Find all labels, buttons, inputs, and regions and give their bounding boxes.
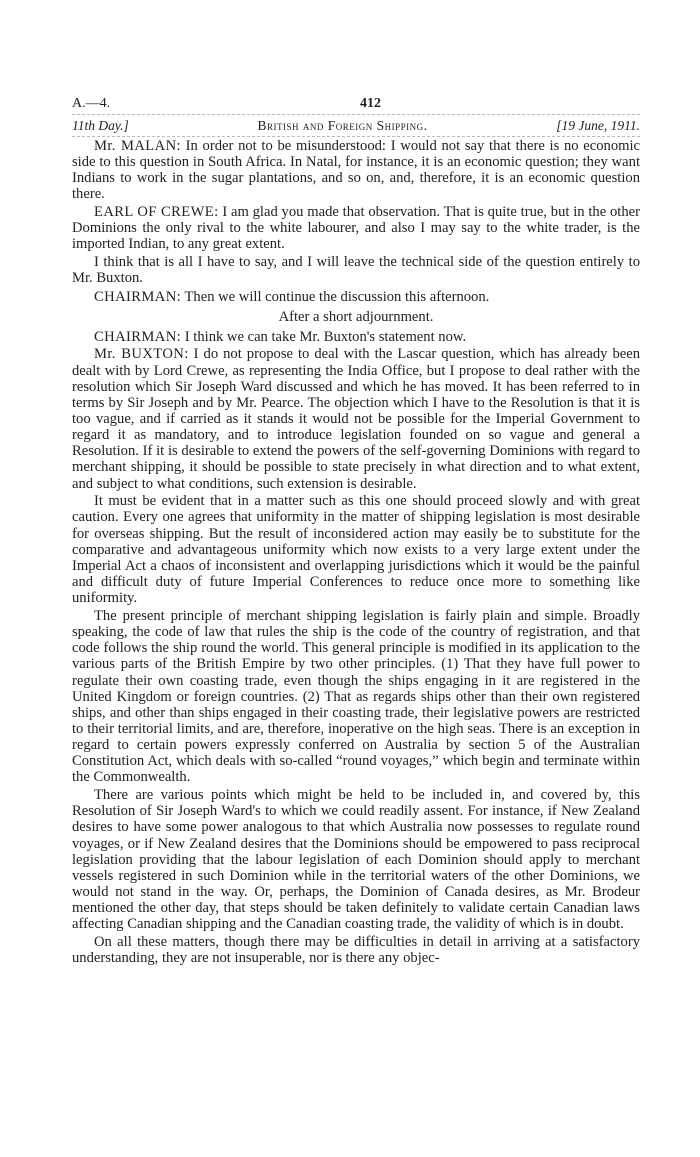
paragraph-text: The present principle of merchant shipping legislation is fairly plain and simple. Broadly speaking, the code of law that rules the ship is the code of the country of registration, and that code follows the ship round the world. This general principle is modified in its application to the various parts of the British Empire by two other principles. (1) That they have full power to regulate their own coasting trade, even though the ships engaging in it are registered in the United Kingdom or foreign countries. (2) That as regards ships other than their own registered ships, and other than ships engaged in their coasting trade, their legislative powers are restricted to their territorial limits, and are, therefore, inoperative on the high seas. There is an exception in regard to certain powers expressly conferred on Australia by section 5 of the Australian Constitution Act, which deals with so-called “round voyages,” which begin and terminate within the Commonwealth.	[72, 607, 640, 786]
paragraph	[72, 346, 640, 491]
speaker: EARL OF CREWE:	[94, 204, 219, 221]
paragraph	[72, 204, 640, 252]
paragraph	[72, 787, 640, 932]
running-head-day: 11th Day.]	[72, 118, 129, 133]
paragraph	[72, 138, 640, 203]
running-head-title: British and Foreign Shipping.	[257, 118, 428, 133]
paragraph-text: In order not to be misunderstood: I would not say that there is no economic side to this question in South Africa. In Natal, for instance, it is an economic question; they want Indians to work in the sugar plantations, and so on, and, therefore, it is an economic question there.	[72, 138, 641, 203]
paragraph	[72, 289, 640, 305]
speaker: Mr. BUXTON:	[94, 346, 189, 363]
running-head-rule	[72, 136, 640, 137]
paragraph-text: Then we will continue the discussion this afternoon.	[181, 289, 490, 306]
paragraph-text: On all these matters, though there may be difficulties in detail in arriving at a satisfactory understanding, they are not insuperable, nor is there any objec-	[72, 934, 640, 967]
paragraph	[72, 934, 640, 966]
speaker: CHAIRMAN:	[94, 328, 182, 345]
document-body	[72, 138, 640, 968]
paragraph	[72, 254, 640, 286]
paragraph-text: I think we can take Mr. Buxton's statement now.	[181, 328, 467, 345]
paragraph	[72, 329, 640, 345]
adjournment-note: After a short adjournment.	[278, 308, 434, 325]
paragraph-text: I think that is all I have to say, and I will leave the technical side of the question entirely to Mr. Buxton.	[72, 254, 640, 287]
paragraph-text: I am glad you made that observation. That is quite true, but in the other Dominions the only rival to the white labourer, and also I may say to the white trader, is the imported Indian, to any great extent.	[72, 204, 640, 253]
paragraph-text: It must be evident that in a matter such as this one should proceed slowly and with great caution. Every one agrees that uniformity in the matter of shipping legislation is most desirable for overseas shipping. But the result of inconsidered action may easily be to substitute for the comparative and advantageous uniformity which now exists to a very large extent under the Imperial Act a chaos of inconsistent and overlapping jurisdictions which it would be the painful and difficult duty of future Imperial Conferences to reduce once more to something like uniformity.	[72, 493, 640, 607]
speaker: CHAIRMAN:	[94, 289, 182, 306]
document-reference: A.—4.	[72, 96, 111, 111]
speaker: Mr. MALAN:	[94, 138, 181, 154]
paragraph-text: I do not propose to deal with the Lascar question, which has already been dealt with by Lord Crewe, as representing the India Office, but I propose to deal rather with the resolution which Sir Joseph Ward discussed and which he has moved. It has been referred to in terms by Sir Joseph and by Mr. Pearce. The objection which I have to the Resolution is that it is too vague, and if carried as it stands it would not be possible for the Imperial Government to regard it as mandatory, and to introduce legislation founded on so vague and general a Resolution. If it is desirable to extend the powers of the self-governing Dominions with regard to merchant shipping, it should be possible to state precisely in what direction and to what extent, and subject to what conditions, such extension is desirable.	[72, 346, 640, 492]
paragraph	[72, 493, 640, 606]
paragraph	[72, 608, 640, 786]
paragraph-text: There are various points which might be held to be included in, and covered by, this Resolution of Sir Joseph Ward's to which we could readily assent. For instance, if New Zealand desires to have some power analogous to that which Australia now possesses to regulate round voyages, or if New Zealand desires that the Dominions should be empowered to pass reciprocal legislation providing that the labour legislation of each Dominion should apply to merchant vessels registered in such Dominion while in the territorial waters of the other Dominions, we would not stand in the way. Or, perhaps, the Dominion of Canada desires, as Mr. Brodeur mentioned the other day, that steps should be taken definitely to validate certain Canadian laws affecting Canadian shipping and the Canadian coasting trade, the validity of which is in doubt.	[72, 787, 640, 933]
page-number: 412	[360, 96, 381, 111]
running-head-date: [19 June, 1911.	[556, 118, 640, 133]
running-head	[72, 118, 640, 134]
header-rule	[72, 114, 640, 115]
